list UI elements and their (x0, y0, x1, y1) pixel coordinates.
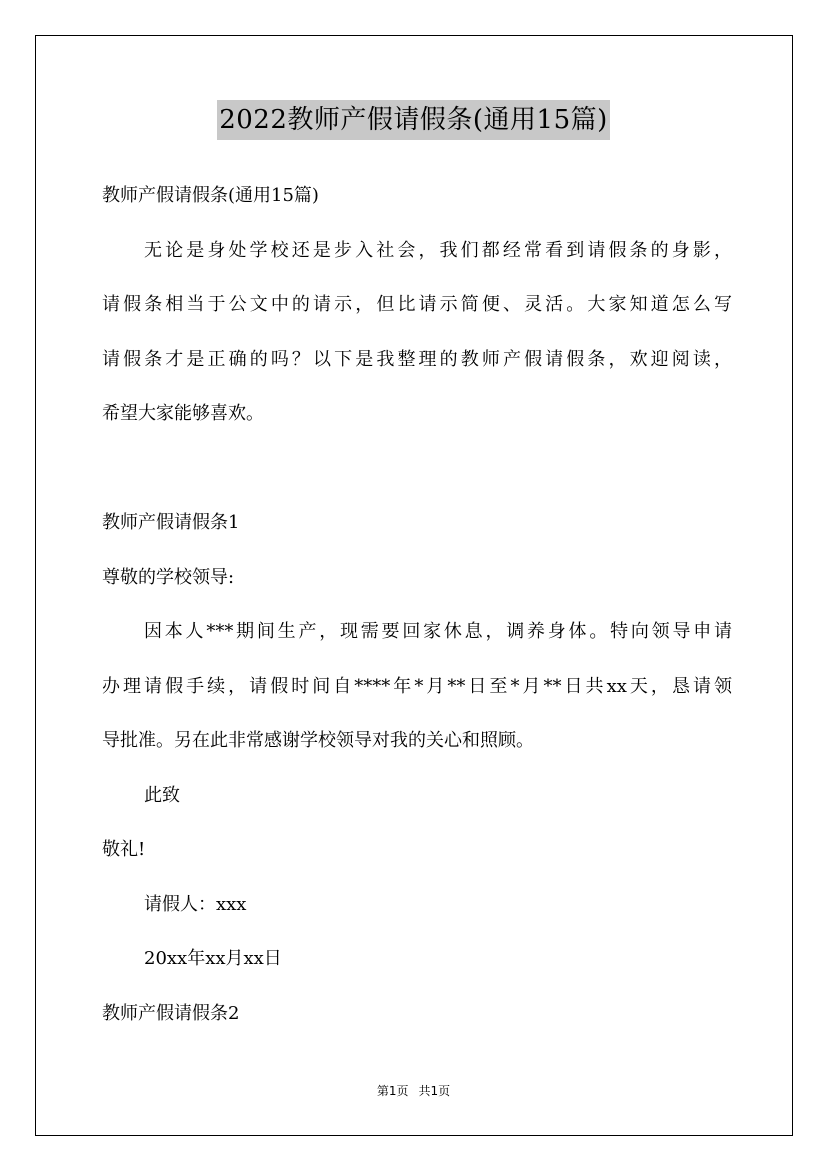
body-line-3: 导批准。另在此非常感谢学校领导对我的关心和照顾。 (102, 730, 534, 751)
document-body (102, 169, 732, 1041)
page-number: 第1页 (376, 1084, 409, 1098)
intro-line-4: 希望大家能够喜欢。 (102, 403, 264, 424)
closing-ci-zhi: 此致 (144, 784, 180, 806)
page-total: 共1页 (418, 1084, 451, 1098)
document-title: 2022教师产假请假条(通用15篇) (217, 100, 610, 140)
page-footer (0, 1082, 827, 1099)
salutation: 尊敬的学校领导: (102, 566, 235, 588)
intro-line-1: 无论是身处学校还是步入社会，我们都经常看到请假条的身影， (144, 239, 732, 261)
closing-jing-li: 敬礼! (102, 839, 146, 860)
document-title-wrap (0, 100, 827, 140)
signer: 请假人：xxx (144, 893, 247, 915)
section2-heading: 教师产假请假条2 (102, 1002, 240, 1024)
body-line-1: 因本人***期间生产，现需要回家休息，调养身体。特向领导申请 (144, 621, 732, 642)
spacer (102, 442, 732, 497)
date: 20xx年xx月xx日 (144, 948, 282, 969)
intro-line-2: 请假条相当于公文中的请示，但比请示简便、灵活。大家知道怎么写 (102, 294, 732, 315)
section1-heading: 教师产假请假条1 (102, 512, 240, 533)
intro-line-3: 请假条才是正确的吗？以下是我整理的教师产假请假条，欢迎阅读， (102, 348, 732, 370)
body-line-2: 办理请假手续，请假时间自****年*月**日至*月**日共xx天，恳请领 (102, 675, 732, 697)
subtitle: 教师产假请假条(通用15篇) (102, 185, 319, 206)
